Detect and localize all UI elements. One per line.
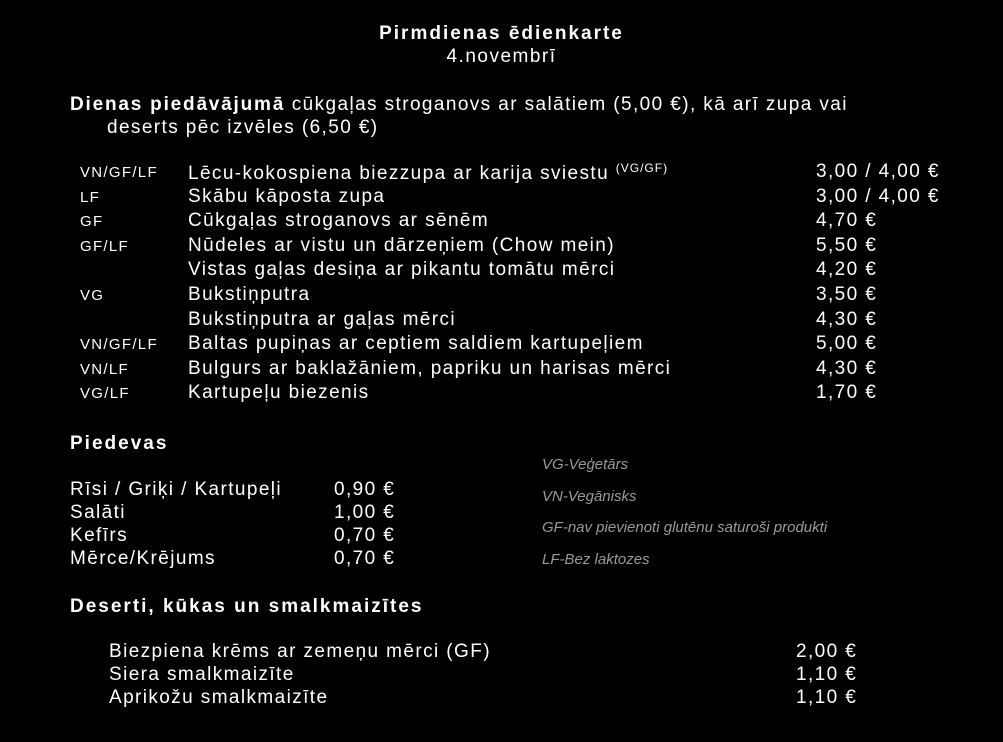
diet-tag: GF (80, 213, 104, 230)
side-price: 1,00 € (334, 502, 396, 523)
legend-item: VN-Vegānisks (542, 488, 637, 505)
daily-offer-text-line2: deserts pēc izvēles (6,50 €) (107, 117, 379, 138)
dessert-name: Aprikožu smalkmaizīte (109, 687, 329, 708)
dish-name: Kartupeļu biezenis (188, 382, 370, 403)
menu-item (0, 358, 1003, 382)
dish-name: Cūkgaļas stroganovs ar sēnēm (188, 210, 490, 231)
dessert-price: 1,10 € (796, 664, 858, 685)
dish-price: 3,00 / 4,00 € (816, 161, 940, 182)
menu-item (0, 186, 1003, 210)
side-price: 0,70 € (334, 548, 396, 569)
menu-item (0, 382, 1003, 406)
desserts-heading: Deserti, kūkas un smalkmaizītes (70, 596, 424, 617)
diet-tag: VN/LF (80, 361, 130, 378)
menu-item (0, 235, 1003, 259)
dish-price: 5,00 € (816, 333, 878, 354)
dish-note: (VG/GF) (615, 161, 669, 175)
side-name: Rīsi / Griķi / Kartupeļi (70, 479, 283, 500)
dish-price: 5,50 € (816, 235, 878, 256)
side-price: 0,70 € (334, 525, 396, 546)
dessert-price: 2,00 € (796, 641, 858, 662)
diet-tag: LF (80, 189, 101, 206)
menu-item (0, 333, 1003, 357)
sides-heading: Piedevas (70, 433, 169, 454)
menu-item (0, 284, 1003, 308)
dish-price: 4,30 € (816, 309, 878, 330)
diet-tag: GF/LF (80, 238, 130, 255)
diet-tag: VN/GF/LF (80, 336, 158, 353)
dish-price: 3,00 / 4,00 € (816, 186, 940, 207)
dish-name: Vistas gaļas desiņa ar pikantu tomātu mērci (188, 259, 616, 280)
dessert-price: 1,10 € (796, 687, 858, 708)
dish-name: Baltas pupiņas ar ceptiem saldiem kartupeļiem (188, 333, 644, 354)
menu-item (0, 210, 1003, 234)
side-name: Kefīrs (70, 525, 129, 546)
daily-offer-text-line1: cūkgaļas stroganovs ar salātiem (5,00 €), kā arī zupa vai (285, 94, 848, 115)
side-name: Mērce/Krējums (70, 548, 216, 569)
dish-price: 4,30 € (816, 358, 878, 379)
dish-price: 4,20 € (816, 259, 878, 280)
legend-item: LF-Bez laktozes (542, 551, 650, 568)
dish-name: Skābu kāposta zupa (188, 186, 386, 207)
dish-price: 3,50 € (816, 284, 878, 305)
dish-name-text: Lēcu-kokospiena biezzupa ar karija sviestu (188, 163, 610, 184)
diet-tag: VG/LF (80, 385, 130, 402)
daily-offer-label: Dienas piedāvājumā (70, 94, 286, 115)
dessert-name: Biezpiena krēms ar zemeņu mērci (GF) (109, 641, 491, 662)
daily-offer (70, 93, 848, 139)
diet-tag: VG (80, 287, 105, 304)
menu-date: 4.novembrī (446, 46, 557, 67)
page-title: Pirmdienas ēdienkarte (379, 23, 624, 44)
side-name: Salāti (70, 502, 126, 523)
menu-item (0, 309, 1003, 333)
dish-price: 4,70 € (816, 210, 878, 231)
side-price: 0,90 € (334, 479, 396, 500)
dish-name (188, 161, 668, 185)
dish-name: Nūdeles ar vistu un dārzeņiem (Chow mein) (188, 235, 615, 256)
diet-tag: VN/GF/LF (80, 164, 158, 181)
menu-item (0, 259, 1003, 283)
legend-item: VG-Veģetārs (542, 456, 629, 473)
dish-name: Bukstiņputra ar gaļas mērci (188, 309, 457, 330)
dish-price: 1,70 € (816, 382, 878, 403)
dish-name: Bulgurs ar baklažāniem, papriku un harisas mērci (188, 358, 672, 379)
dessert-name: Siera smalkmaizīte (109, 664, 295, 685)
menu-item (0, 161, 1003, 185)
dish-name: Bukstiņputra (188, 284, 311, 305)
legend-item: GF-nav pievienoti glutēnu saturoši produkti (542, 519, 828, 536)
